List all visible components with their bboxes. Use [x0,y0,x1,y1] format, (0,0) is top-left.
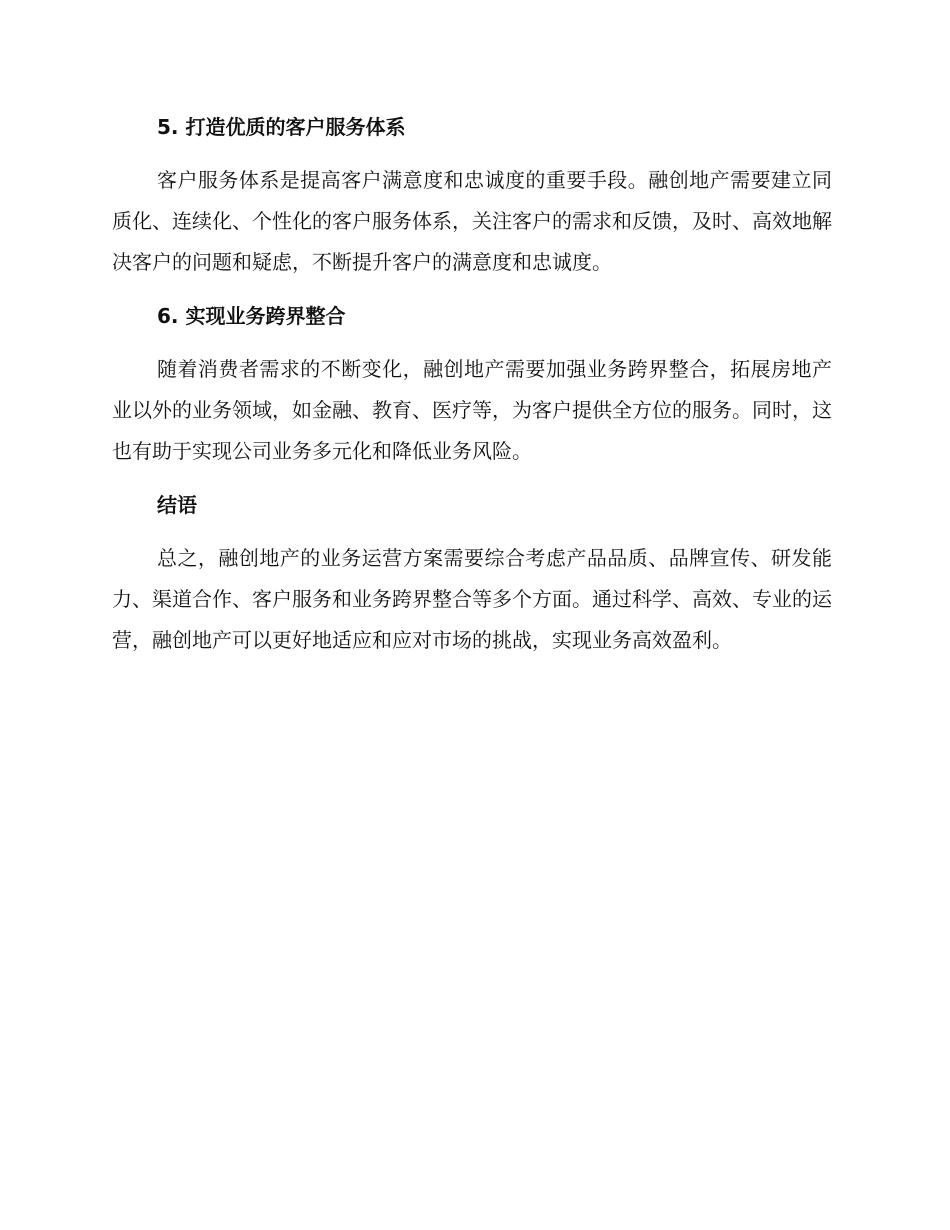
section-paragraph: 随着消费者需求的不断变化，融创地产需要加强业务跨界整合，拓展房地产业以外的业务领域，如金融、教育、医疗等，为客户提供全方位的服务。同时，这也有助于实现公司业务多元化和降低业务风险。 [112,357,832,463]
section-heading: 5. 打造优质的客户服务体系 [157,115,406,139]
section-conclusion [112,486,832,661]
section-paragraph: 总之，融创地产的业务运营方案需要综合考虑产品品质、品牌宣传、研发能力、渠道合作、客户服务和业务跨界整合等多个方面。通过科学、高效、专业的运营，融创地产可以更好地适应和应对市场的挑战，实现业务高效盈利。 [112,546,832,652]
section-customer-service [112,108,832,283]
section-heading: 结语 [157,493,197,517]
section-heading: 6. 实现业务跨界整合 [157,304,346,328]
section-cross-border-integration [112,297,832,472]
section-paragraph: 客户服务体系是提高客户满意度和忠诚度的重要手段。融创地产需要建立同质化、连续化、个性化的客户服务体系，关注客户的需求和反馈，及时、高效地解决客户的问题和疑虑，不断提升客户的满意度和忠诚度。 [112,168,832,274]
document-content [112,108,832,675]
